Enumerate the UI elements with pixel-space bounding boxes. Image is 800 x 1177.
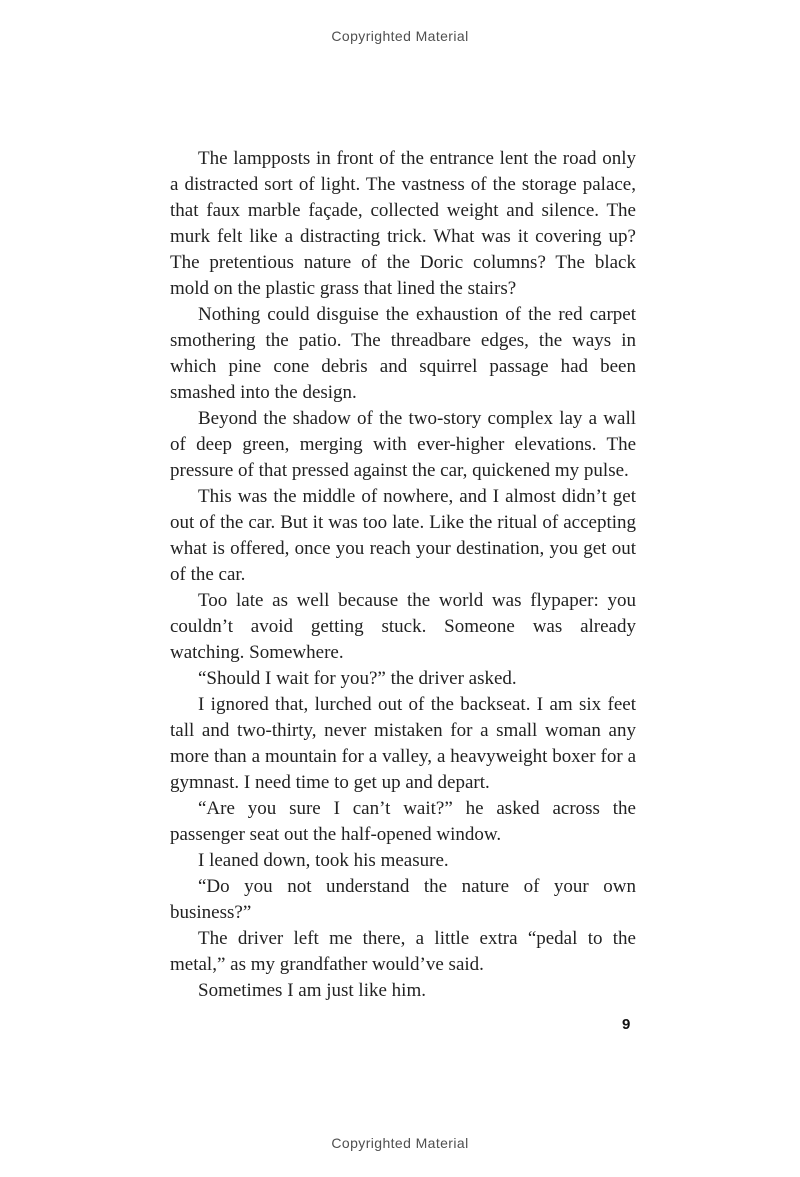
page-number: 9 — [622, 1016, 631, 1033]
paragraph: The lampposts in front of the entrance lent the road only a distracted sort of light. The vastness of the storage palace, that faux marble façade, collected weight and silence. The murk felt like a distracting trick. What was it covering up? The pretentious nature of the Doric columns? The black mold on the plastic grass that lined the stairs? — [170, 148, 636, 299]
copyright-watermark-top: Copyrighted Material — [331, 28, 469, 44]
paragraph: This was the middle of nowhere, and I almost didn’t get out of the car. But it was too late. Like the ritual of accepting what is offered, once you reach your destination, you get out of the car. — [170, 486, 636, 585]
paragraph: “Do you not understand the nature of your own business?” — [170, 876, 636, 923]
paragraph: Beyond the shadow of the two-story complex lay a wall of deep green, merging with ever-higher elevations. The pressure of that pressed against the car, quickened my pulse. — [170, 408, 636, 481]
paragraph: I leaned down, took his measure. — [198, 850, 449, 871]
body-text — [170, 146, 636, 1004]
paragraph: Sometimes I am just like him. — [198, 980, 426, 1001]
paragraph: I ignored that, lurched out of the backseat. I am six feet tall and two-thirty, never mistaken for a small woman any more than a mountain for a valley, a heavyweight boxer for a gymnast. I need time to get up and depart. — [170, 694, 636, 793]
copyright-watermark-bottom: Copyrighted Material — [331, 1135, 469, 1151]
paragraph: Too late as well because the world was flypaper: you couldn’t avoid getting stuck. Someone was already watching. Somewhere. — [170, 590, 636, 663]
paragraph: The driver left me there, a little extra “pedal to the metal,” as my grandfather would’ve said. — [170, 928, 636, 975]
paragraph: Nothing could disguise the exhaustion of the red carpet smothering the patio. The threadbare edges, the ways in which pine cone debris and squirrel passage had been smashed into the design. — [170, 304, 636, 403]
paragraph: “Are you sure I can’t wait?” he asked across the passenger seat out the half-opened window. — [170, 798, 636, 845]
paragraph: “Should I wait for you?” the driver asked. — [198, 668, 517, 689]
